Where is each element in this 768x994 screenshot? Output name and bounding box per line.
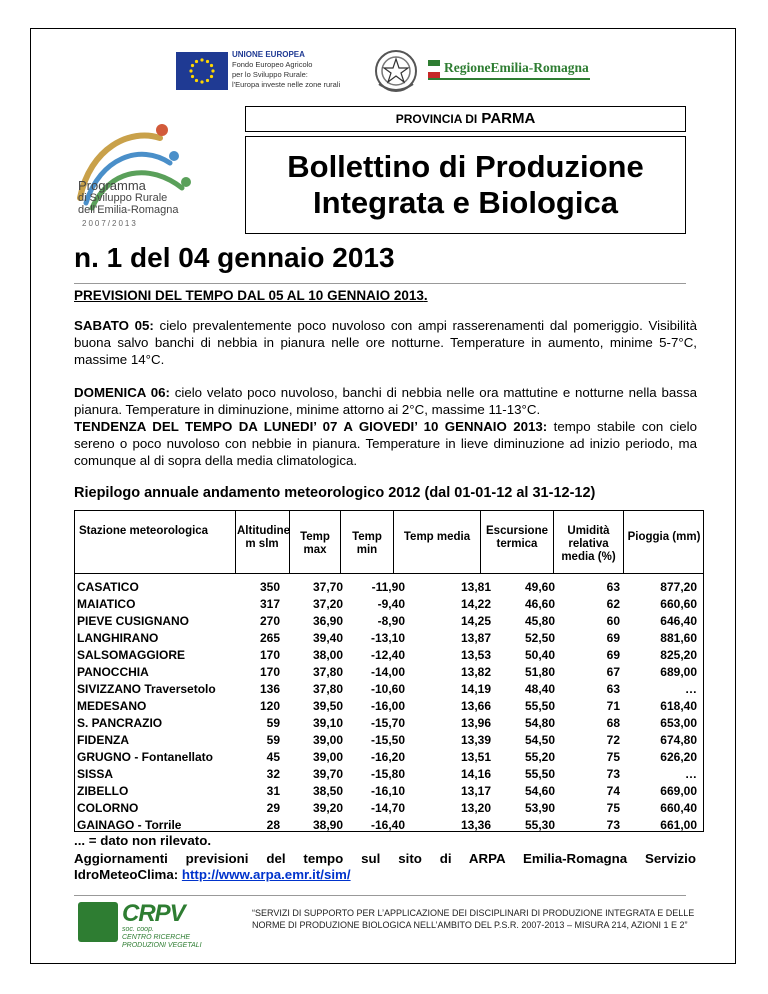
cell-humidity: 72 [606,733,620,747]
crpv-logo [78,900,208,949]
cell-temp-min: -11,90 [371,580,405,594]
table-divider [289,511,290,573]
table-divider [340,511,341,573]
cell-temp-min: -16,40 [370,818,405,832]
sunday-text: cielo velato poco nuvoloso, banchi di nebbia nelle ora mattutine e notturne nella bassa pianura. Temperature in diminuzione, minime attorno ai 2°C, massime 11-13°C. [74,385,697,417]
trend-label: TENDENZA DEL TEMPO DA LUNEDI’ 07 A GIOVEDI’ 10 GENNAIO 2013: [74,419,548,434]
cell-excursion: 55,20 [524,750,555,764]
cell-excursion: 53,90 [524,801,555,815]
cell-excursion: 45,80 [524,614,555,628]
cell-station: SALSOMAGGIORE [77,648,186,662]
saturday-label: SABATO 05: [74,318,154,333]
cell-rain: 661,00 [660,818,697,832]
cell-station: GAINAGO - Torrile [77,818,182,832]
divider [74,283,686,284]
table-row [75,783,705,800]
cell-altitude: 32 [266,767,280,781]
col-header-temp-min: Temp min [352,531,382,556]
psr-line-3: dell'Emilia-Romagna [78,204,179,216]
cell-rain: … [685,767,697,781]
table-row [75,800,705,817]
eu-flag-icon [176,52,228,90]
update-text: Aggiornamenti previsioni del tempo sul sito di ARPA Emilia-Romagna Servizio [74,851,696,866]
bulletin-title-line-2: Integrata e Biologica [313,185,618,220]
cell-humidity: 63 [606,682,620,696]
cell-temp-min: -8,90 [377,614,405,628]
cell-temp-min: -10,60 [370,682,405,696]
cell-altitude: 170 [259,665,280,679]
eu-line-3: l'Europa investe nelle zone rurali [232,80,341,89]
cell-altitude: 265 [259,631,280,645]
cell-excursion: 51,80 [524,665,555,679]
cell-temp-min: -9,40 [377,597,405,611]
cell-rain: 689,00 [660,665,697,679]
bulletin-title-box [245,136,686,234]
cell-temp-avg: 13,51 [460,750,491,764]
col-header-altitude: Altitudine m slm [237,525,291,550]
cell-humidity: 60 [606,614,620,628]
cell-humidity: 69 [606,631,620,645]
crpv-sub-2: CENTRO RICERCHE [122,934,191,941]
table-row [75,698,705,715]
table-row [75,630,705,647]
table-row [75,613,705,630]
italian-republic-emblem-icon [373,46,419,96]
cell-temp-avg: 14,16 [460,767,491,781]
cell-excursion: 55,30 [524,818,555,832]
cell-temp-avg: 13,17 [460,784,491,798]
table-row [75,766,705,783]
cell-temp-avg: 13,82 [460,665,491,679]
province-box [245,106,686,132]
cell-temp-min: -16,10 [370,784,405,798]
cell-altitude: 59 [266,733,280,747]
cell-station: ZIBELLO [77,784,129,798]
province-prefix: PROVINCIA DI [395,112,478,126]
table-row [75,664,705,681]
table-header-rule [75,573,703,574]
cell-temp-max: 36,90 [312,614,343,628]
eu-title: UNIONE EUROPEA [232,50,305,59]
table-divider [623,511,624,573]
cell-temp-avg: 14,19 [460,682,491,696]
cell-temp-avg: 13,36 [460,818,491,832]
cell-humidity: 63 [606,580,620,594]
table-divider [553,511,554,573]
cell-altitude: 350 [259,580,280,594]
cell-excursion: 52,50 [524,631,555,645]
cell-altitude: 31 [266,784,280,798]
cell-rain: 669,00 [660,784,697,798]
cell-temp-max: 37,70 [312,580,343,594]
weather-summary-table [74,510,704,832]
cell-temp-min: -13,10 [370,631,405,645]
cell-temp-max: 39,70 [312,767,343,781]
arpa-link[interactable]: http://www.arpa.emr.it/sim/ [181,867,351,882]
bulletin-title-line-1: Bollettino di Produzione [287,149,644,184]
cell-rain: 877,20 [660,580,697,594]
crpv-sub-3: PRODUZIONI VEGETALI [122,942,202,949]
cell-temp-max: 37,80 [312,665,343,679]
cell-station: GRUGNO - Fontanellato [77,750,213,764]
cell-humidity: 75 [606,750,620,764]
col-header-temp-max: Temp max [300,531,330,556]
cell-temp-min: -15,80 [370,767,405,781]
cell-altitude: 170 [259,648,280,662]
footer-text: “SERVIZI DI SUPPORTO PER L’APPLICAZIONE DEI DISCIPLINARI DI PRODUZIONE INTEGRATA E DELLE NORME DI PRODUZIONE BIOLOGICA NELL’AMBITO DEL P.S.R. 2007-2013 – MISURA 214, AZIONI 1 E 2” [252,908,695,930]
table-row [75,579,705,596]
table-row [75,749,705,766]
cell-temp-avg: 14,25 [460,614,491,628]
cell-station: FIDENZA [77,733,129,747]
psr-line-1: Programma [78,178,146,193]
cell-altitude: 270 [259,614,280,628]
cell-humidity: 73 [606,818,620,832]
cell-temp-max: 38,50 [312,784,343,798]
crpv-mark-icon [78,902,118,942]
crpv-brand: CRPV [122,900,185,927]
cell-rain: 646,40 [660,614,697,628]
psr-line-2: di Sviluppo Rurale [78,192,168,204]
province-name: PARMA [481,110,536,127]
cell-temp-max: 39,10 [312,716,343,730]
psr-years: 2007/2013 [82,219,138,228]
summary-heading: Riepilogo annuale andamento meteorologico 2012 (dal 01-01-12 al 31-12-12) [74,485,596,501]
cell-humidity: 71 [606,699,620,713]
forecast-saturday [74,317,697,368]
cell-altitude: 29 [266,801,280,815]
cell-excursion: 48,40 [524,682,555,696]
cell-temp-min: -15,70 [370,716,405,730]
cell-temp-avg: 13,66 [460,699,491,713]
col-header-rain: Pioggia (mm) [627,531,701,543]
cell-rain: 825,20 [660,648,697,662]
crpv-sub-1: soc. coop. [122,926,154,933]
cell-temp-min: -16,20 [370,750,405,764]
cell-rain: 626,20 [660,750,697,764]
cell-temp-avg: 14,22 [460,597,491,611]
table-divider [235,511,236,573]
cell-humidity: 75 [606,801,620,815]
cell-temp-max: 39,00 [312,750,343,764]
cell-temp-max: 38,00 [312,648,343,662]
col-header-excursion: Escursione termica [486,525,548,550]
crpv-subtitle [122,926,202,950]
forecast-heading-text: PREVISIONI DEL TEMPO DAL 05 AL 10 GENNAIO 2013 [74,288,424,303]
cell-temp-avg: 13,20 [460,801,491,815]
update-text-line-2 [74,866,351,883]
table-divider [393,511,394,573]
psr-logo-text [78,180,179,216]
cell-humidity: 68 [606,716,620,730]
cell-rain: 653,00 [660,716,697,730]
cell-temp-max: 39,50 [312,699,343,713]
cell-humidity: 67 [606,665,620,679]
cell-excursion: 49,60 [524,580,555,594]
cell-station: MAIATICO [77,597,136,611]
cell-temp-avg: 13,39 [460,733,491,747]
table-row [75,681,705,698]
cell-temp-max: 39,20 [312,801,343,815]
cell-rain: … [685,682,697,696]
cell-excursion: 54,60 [524,784,555,798]
cell-temp-max: 37,80 [312,682,343,696]
cell-excursion: 55,50 [524,767,555,781]
cell-temp-avg: 13,87 [460,631,491,645]
cell-humidity: 69 [606,648,620,662]
cell-altitude: 136 [259,682,280,696]
cell-temp-min: -14,00 [370,665,405,679]
cell-altitude: 28 [266,818,280,832]
cell-excursion: 55,50 [524,699,555,713]
cell-temp-min: -14,70 [370,801,405,815]
cell-station: LANGHIRANO [77,631,159,645]
cell-station: COLORNO [77,801,139,815]
cell-excursion: 50,40 [524,648,555,662]
region-logo-text: RegioneEmilia-Romagna [444,60,589,75]
col-header-humidity: Umidità relativa media (%) [561,525,616,563]
issue-number: n. 1 del 04 gennaio 2013 [74,242,395,273]
eu-line-1: Fondo Europeo Agricolo [232,60,313,69]
forecast-sunday [74,384,697,418]
cell-station: SIVIZZANO Traversetolo [77,682,216,696]
cell-station: PANOCCHIA [77,665,149,679]
cell-temp-avg: 13,53 [460,648,491,662]
cell-altitude: 120 [259,699,280,713]
cell-temp-avg: 13,81 [460,580,491,594]
missing-data-note: ... = dato non rilevato. [74,833,212,848]
forecast-heading: PREVISIONI DEL TEMPO DAL 05 AL 10 GENNAIO 2013. [74,288,428,303]
cell-temp-min: -15,50 [370,733,405,747]
table-divider [480,511,481,573]
cell-humidity: 74 [606,784,620,798]
cell-temp-avg: 13,96 [460,716,491,730]
cell-rain: 660,40 [660,801,697,815]
cell-station: CASATICO [77,580,139,594]
cell-station: S. PANCRAZIO [77,716,163,730]
cell-excursion: 54,50 [524,733,555,747]
table-row [75,596,705,613]
cell-station: SISSA [77,767,114,781]
table-row [75,647,705,664]
eu-line-2: per lo Sviluppo Rurale: [232,70,308,79]
cell-rain: 881,60 [660,631,697,645]
cell-rain: 660,60 [660,597,697,611]
region-logo [428,60,590,80]
cell-temp-max: 38,90 [312,818,343,832]
cell-excursion: 54,80 [524,716,555,730]
eu-logo-text [232,50,377,90]
table-row [75,715,705,732]
cell-station: PIEVE CUSIGNANO [77,614,190,628]
region-flag-icon [428,60,440,78]
col-header-temp-avg: Temp media [403,531,471,543]
cell-altitude: 59 [266,716,280,730]
cell-altitude: 45 [266,750,280,764]
cell-humidity: 62 [606,597,620,611]
cell-rain: 618,40 [660,699,697,713]
cell-temp-min: -16,00 [370,699,405,713]
cell-temp-max: 39,00 [312,733,343,747]
cell-temp-max: 37,20 [312,597,343,611]
sunday-label: DOMENICA 06: [74,385,170,400]
cell-humidity: 73 [606,767,620,781]
cell-rain: 674,80 [660,733,697,747]
table-row [75,732,705,749]
saturday-text: cielo prevalentemente poco nuvoloso con ampi rasserenamenti dal pomeriggio. Visibilità buona salvo banchi di nebbia in pianura nelle ore notturne. Temperature in aumento, minime 5-7°C, massime 14°C. [74,318,698,367]
cell-station: MEDESANO [77,699,147,713]
cell-altitude: 317 [259,597,280,611]
cell-temp-min: -12,40 [370,648,405,662]
trend-text: tempo stabile con cielo sereno o poco nuvoloso con nebbie in pianura. Temperature in lieve diminuzione ad inizio periodo, ma comunque al di sopra della media climatologica. [74,419,697,468]
cell-excursion: 46,60 [524,597,555,611]
update-text-2: IdroMeteoClima: [74,867,182,882]
cell-temp-max: 39,40 [312,631,343,645]
col-header-station: Stazione meteorologica [79,525,209,537]
footer-divider [74,895,686,896]
forecast-trend [74,418,697,469]
